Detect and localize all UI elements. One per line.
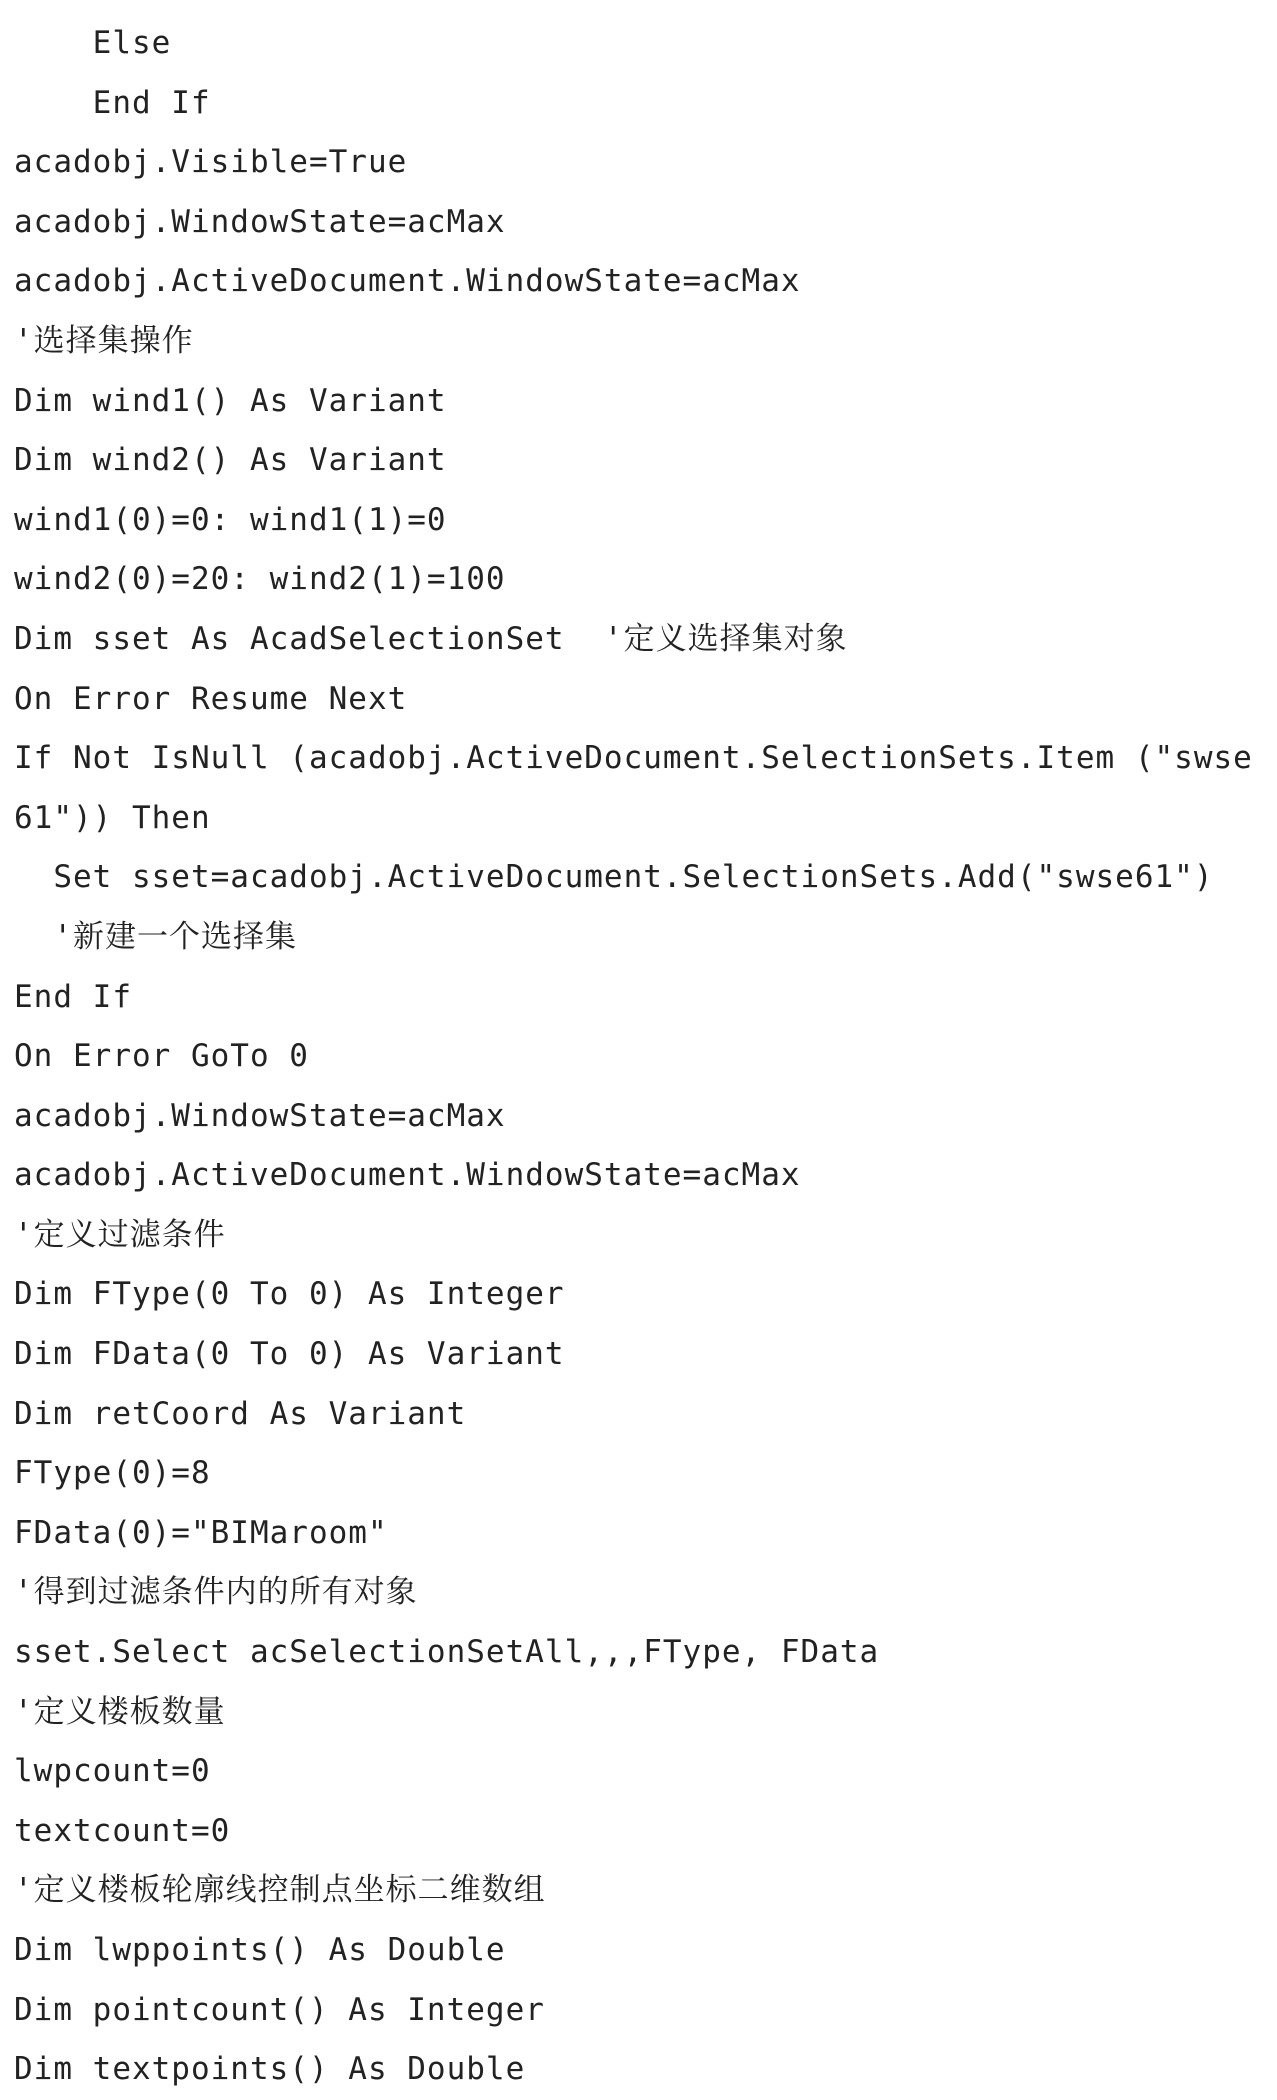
code-line: Dim FData(0 To 0) As Variant: [14, 1336, 565, 1373]
code-comment-line: '选择集操作: [14, 322, 194, 359]
code-line: acadobj.WindowState=acMax: [14, 203, 506, 240]
code-line: acadobj.ActiveDocument.WindowState=acMax: [14, 1157, 801, 1194]
code-line: acadobj.Visible=True: [14, 144, 408, 181]
code-line: 61")) Then: [14, 799, 211, 836]
code-line: sset.Select acSelectionSetAll,,,FType, FData: [14, 1634, 880, 1671]
code-line: wind2(0)=20: wind2(1)=100: [14, 561, 506, 598]
code-line: Dim pointcount() As Integer: [14, 1991, 545, 2028]
code-line: acadobj.WindowState=acMax: [14, 1097, 506, 1134]
code-line: On Error Resume Next: [14, 680, 408, 717]
code-comment-line: '得到过滤条件内的所有对象: [14, 1574, 418, 1611]
code-line: End If: [14, 84, 211, 121]
code-line: FType(0)=8: [14, 1455, 211, 1492]
code-comment-line: '新建一个选择集: [14, 918, 297, 955]
code-line: Set sset=acadobj.ActiveDocument.SelectionSets.Add("swse61"): [14, 859, 1214, 896]
code-line: End If: [14, 978, 132, 1015]
code-comment-line: '定义楼板数量: [14, 1693, 226, 1730]
code-line: If Not IsNull (acadobj.ActiveDocument.SelectionSets.Item ("swse: [14, 740, 1253, 777]
code-line: On Error GoTo 0: [14, 1038, 309, 1075]
code-line: acadobj.ActiveDocument.WindowState=acMax: [14, 263, 801, 300]
code-line: lwpcount=0: [14, 1753, 211, 1790]
code-line: Dim lwppoints() As Double: [14, 1932, 506, 1968]
code-line: Dim textpoints() As Double: [14, 2051, 526, 2088]
code-line: Dim retCoord As Variant: [14, 1395, 467, 1432]
code-comment-line: '定义楼板轮廓线控制点坐标二维数组: [14, 1872, 546, 1909]
code-line: FData(0)="BIMaroom": [14, 1514, 388, 1551]
code-line: Dim wind1() As Variant: [14, 382, 447, 419]
code-line: Dim sset As AcadSelectionSet '定义选择集对象: [14, 620, 848, 657]
code-line: Dim wind2() As Variant: [14, 442, 447, 479]
code-line: wind1(0)=0: wind1(1)=0: [14, 501, 447, 538]
code-line: Dim FType(0 To 0) As Integer: [14, 1276, 565, 1313]
code-line: Else: [14, 25, 172, 61]
code-comment-line: '定义过滤条件: [14, 1216, 226, 1253]
code-line: textcount=0: [14, 1812, 231, 1849]
